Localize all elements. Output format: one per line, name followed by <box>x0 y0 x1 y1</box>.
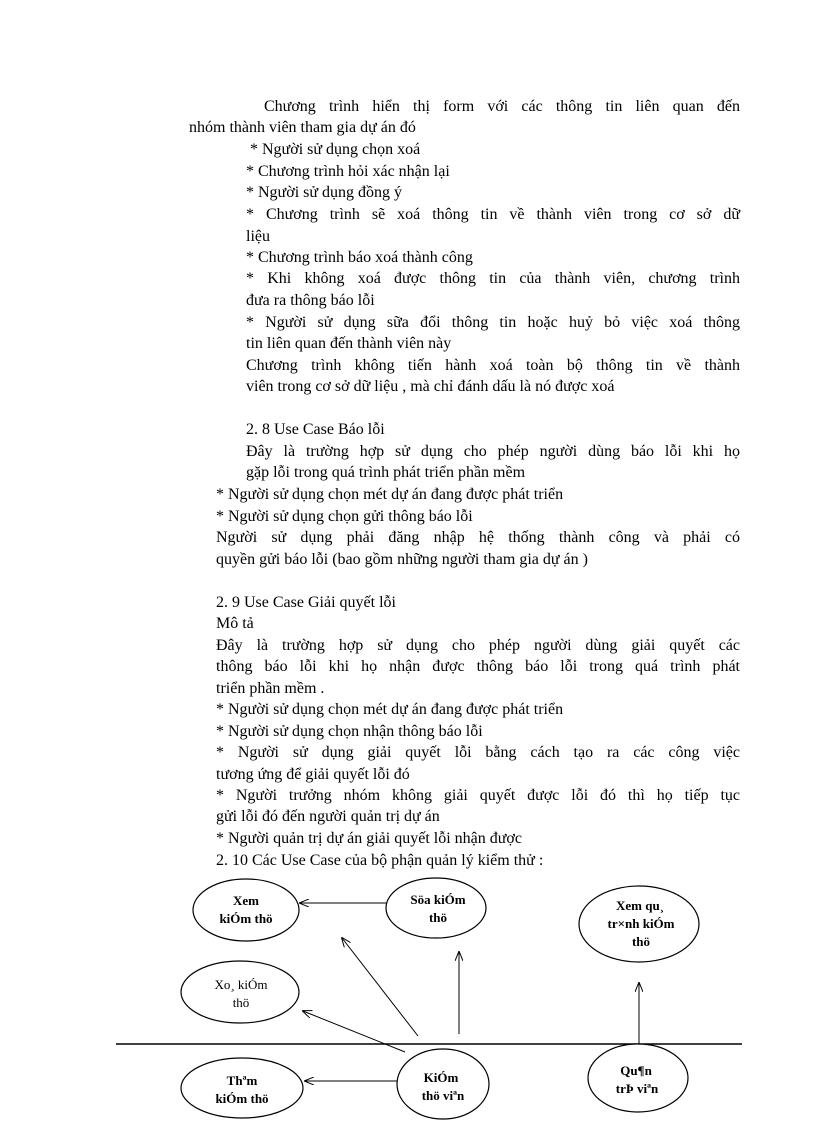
text-line: gửi lỗi đó đến người quản trị dự án <box>216 808 440 825</box>
actor-kiem-thu-vien <box>397 1049 489 1119</box>
text-line: Đây là trường hợp sử dụng cho phép người dùng giải quyết các <box>216 637 740 654</box>
text-line: * Chương trình sẽ xoá thông tin về thành viên trong cơ sở dữ <box>246 206 740 223</box>
usecase-label: tr×nh kiÓm <box>607 916 675 931</box>
text-line: * Khi không xoá được thông tin của thành viên, chương trình <box>246 270 740 287</box>
usecase-label: Söa kiÓm <box>410 892 466 907</box>
text-line: đưa ra thông báo lỗi <box>246 292 375 309</box>
text-line: tương ứng để giải quyết lỗi đó <box>216 766 410 783</box>
usecase-label: thö <box>232 995 250 1010</box>
section-heading: 2. 10 Các Use Case của bộ phận quản lý kiểm thử : <box>216 852 544 869</box>
usecase-label: Xem <box>233 893 259 908</box>
usecase-label: kiÓm thö <box>219 911 273 926</box>
text-line: Người sử dụng phải đăng nhập hệ thống thành công và phải có <box>216 529 740 546</box>
usecase-label: Xem qu¸ <box>615 898 665 913</box>
usecase-label: thö <box>428 910 448 925</box>
text-line: Chương trình không tiến hành xoá toàn bộ thông tin về thành <box>246 357 740 374</box>
usecase-sua-kiem-thu <box>386 878 486 938</box>
text-line: * Chương trình báo xoá thành công <box>246 249 473 266</box>
text-line: * Người sử dụng giải quyết lỗi bằng cách tạo ra các công việc <box>216 744 740 761</box>
text-line: * Người sử dụng chọn gửi thông báo lỗi <box>216 508 473 525</box>
arrow-actor-to-xoa <box>303 1011 405 1052</box>
usecase-them-kiem-thu <box>181 1058 303 1118</box>
usecase-label: thö <box>631 934 651 949</box>
usecase-xoa-kiem-thu <box>181 961 299 1023</box>
actor-label: Qu¶n <box>620 1063 652 1078</box>
text-line: gặp lỗi trong quá trình phát triển phần mềm <box>246 464 526 481</box>
usecase-label: kiÓm thö <box>215 1091 269 1106</box>
text-line: nhóm thành viên tham gia dự án đó <box>189 119 416 136</box>
text-line: * Người sử dụng đồng ý <box>246 184 403 201</box>
usecase-xem-qua-trinh <box>579 886 699 962</box>
text-line: viên trong cơ sở dữ liệu , mà chỉ đánh dấu là nó được xoá <box>246 378 615 395</box>
text-line: Mô tả <box>216 615 254 632</box>
actor-label: KiÓm <box>423 1070 459 1085</box>
arrow-actor-to-xem <box>342 938 418 1036</box>
text-line: triển phần mềm . <box>216 680 325 697</box>
text-line: liệu <box>246 228 270 245</box>
text-line: * Người sử dụng chọn nhận thông báo lỗi <box>216 723 483 740</box>
text-line: * Người quản trị dự án giải quyết lỗi nhận được <box>216 830 522 847</box>
text-line: quyền gửi báo lỗi (bao gồm những người tham gia dự án ) <box>216 551 588 568</box>
section-heading: 2. 8 Use Case Báo lỗi <box>246 421 385 438</box>
text-line: * Chương trình hỏi xác nhận lại <box>246 163 450 180</box>
usecase-label: Xo¸ kiÓm <box>214 977 268 992</box>
text-line: thông báo lỗi khi họ nhận được thông báo lỗi trong quá trình phát <box>216 658 740 675</box>
section-heading: 2. 9 Use Case Giải quyết lỗi <box>216 594 396 611</box>
text-line: * Người sử dụng chọn mét dự án đang được phát triển <box>216 486 564 503</box>
text-line: Chương trình hiển thị form với các thông tin liên quan đến <box>264 98 740 115</box>
actor-label: thö viªn <box>421 1088 465 1103</box>
text-line: * Người sử dụng chọn mét dự án đang được phát triển <box>216 701 564 718</box>
text-line: * Người trưởng nhóm không giải quyết được lỗi đó thì họ tiếp tục <box>216 787 740 804</box>
text-line: * Người sử dụng sữa đổi thông tin hoặc huỷ bỏ việc xoá thông <box>246 314 740 331</box>
text-line: tin liên quan đến thành viên này <box>246 335 452 352</box>
actor-label: trÞ viªn <box>615 1081 659 1096</box>
usecase-xem-kiem-thu <box>193 879 299 941</box>
actor-quan-tri-vien <box>588 1044 688 1112</box>
text-line: Đây là trường hợp sử dụng cho phép người dùng báo lỗi khi họ <box>246 443 740 460</box>
text-line: * Người sử dụng chọn xoá <box>250 141 421 158</box>
usecase-label: Thªm <box>226 1073 258 1088</box>
